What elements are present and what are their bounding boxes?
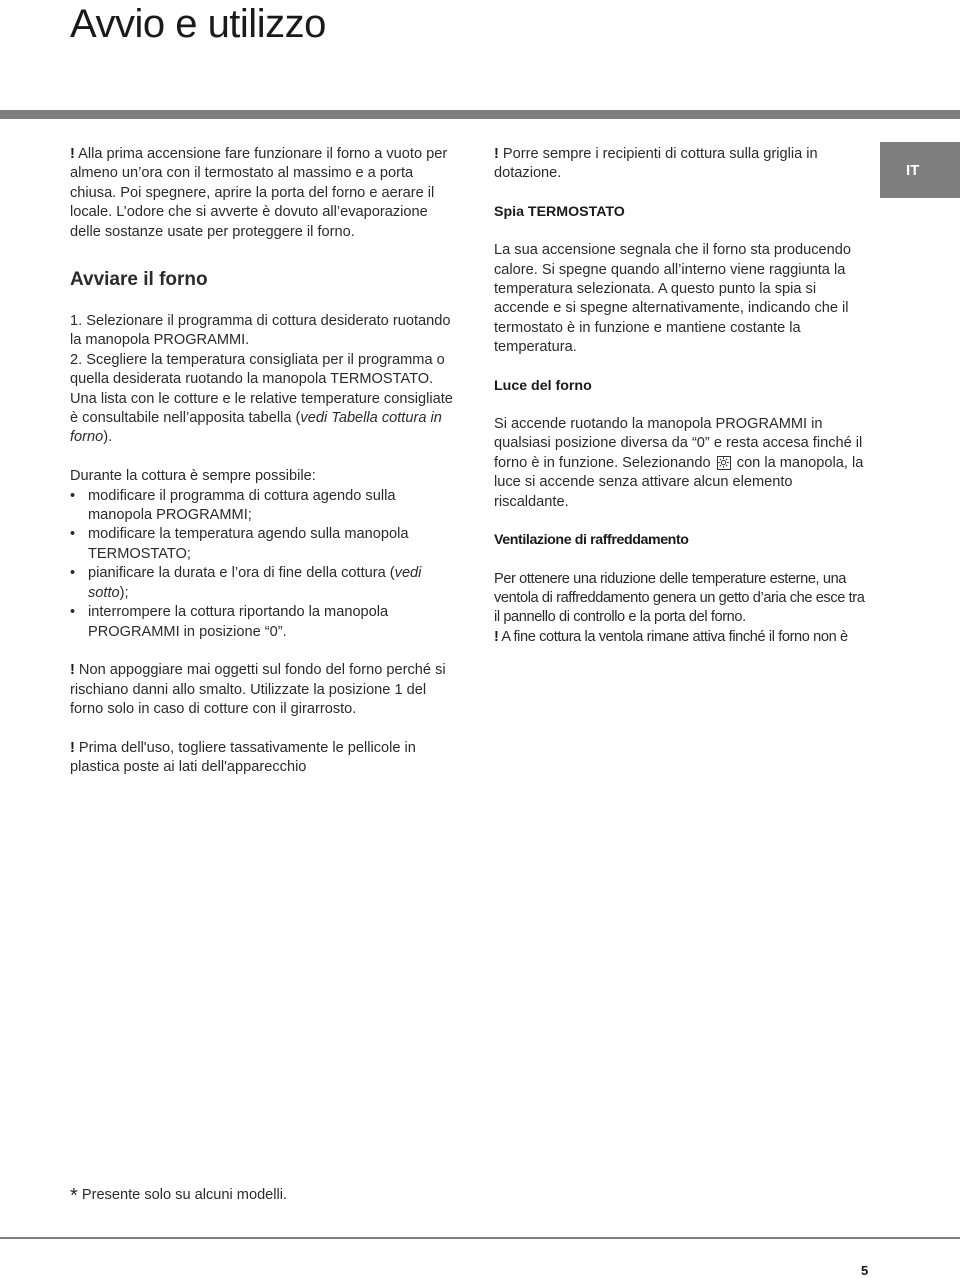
section-heading-start-oven: Avviare il forno [70, 269, 208, 291]
options-list [70, 487, 455, 642]
thermostat-description: La sua accensione segnala che il forno sta producendo calore. Si spegne quando all’interno viene raggiunta la temperatura selezionata. A questo punto la spia si accende e si spegne alternativamente, indicando che il termostato è in funzione e mantiene costante la temperatura. [494, 242, 851, 356]
page-title: Avvio e utilizzo [70, 2, 326, 46]
asterisk: * [70, 1185, 78, 1207]
see-below-reference: vedi sotto [88, 565, 422, 601]
section-heading-oven-light: Luce del forno [494, 377, 592, 394]
bullet-icon: • [70, 487, 76, 504]
cooling-fan-warning: ! A fine cottura la ventola rimane attiva finché il forno non è [494, 628, 848, 645]
step-2: 2. Scegliere la temperatura consigliata per il programma o quella desiderata ruotando la manopola TERMOSTATO. [70, 351, 445, 388]
language-tab: IT [880, 142, 960, 198]
page-number: 5 [861, 1263, 869, 1278]
left-column [70, 145, 455, 778]
header-rule [0, 110, 960, 119]
oven-light-description: Si accende ruotando la manopola PROGRAMMI in qualsiasi posizione diversa da “0” e resta accesa finché il forno è in funzione. Selezionando con la manopola, la luce si accende senza attivare alcun elemento riscaldante. [494, 416, 864, 510]
bullet-icon: • [70, 604, 76, 621]
warning-icon: ! [494, 146, 499, 162]
list-item: • pianificare la durata e l’ora di fine della cottura (vedi sotto); [70, 565, 422, 601]
list-item: • modificare il programma di cottura agendo sulla manopola PROGRAMMI; [70, 487, 396, 524]
list-item: • interrompere la cottura riportando la manopola PROGRAMMI in posizione “0”. [70, 604, 389, 640]
cooling-fan-description: Per ottenere una riduzione delle temperature esterne, una ventola di raffreddamento genera un getto d’aria che esce tra il pannello di controllo e la porta del forno. [494, 570, 865, 626]
bullet-icon: • [70, 526, 76, 543]
warning-icon: ! [70, 146, 75, 162]
step-1: 1. Selezionare il programma di cottura desiderato ruotando la manopola PROGRAMMI. [70, 313, 451, 349]
rack-warning: ! Porre sempre i recipienti di cottura sulla griglia in dotazione. [494, 146, 818, 182]
oven-lamp-icon [717, 456, 731, 470]
table-reference: vedi Tabella cottura in forno [70, 410, 442, 446]
first-use-note: ! Alla prima accensione fare funzionare il forno a vuoto per almeno un’ora con il termostato al massimo e a porta chiusa. Poi spegnere, aprire la porta del forno e aerare il locale. L’odore che si avverte è dovuto all’evaporazione delle sostanze usate per proteggere il forno. [70, 146, 448, 240]
footnote: * Presente solo su alcuni modelli. [70, 1185, 288, 1207]
list-item: • modificare la temperatura agendo sulla manopola TERMOSTATO; [70, 526, 409, 562]
plastic-film-warning: ! Prima dell'uso, togliere tassativamente le pellicole in plastica poste ai lati dell'apparecchio [70, 739, 416, 776]
section-heading-cooling-fan: Ventilazione di raffreddamento [494, 532, 689, 549]
warning-icon: ! [70, 662, 75, 679]
warning-icon: ! [70, 739, 75, 756]
during-cooking-intro: Durante la cottura è sempre possibile: [70, 468, 316, 485]
warning-icon: ! [494, 628, 499, 645]
bullet-icon: • [70, 565, 76, 582]
enamel-warning: ! Non appoggiare mai oggetti sul fondo del forno perché si rischiano danni allo smalto. Utilizzate la posizione 1 del forno solo in caso di cotture con il girarrosto. [70, 662, 446, 718]
section-heading-thermostat: Spia TERMOSTATO [494, 203, 625, 220]
footer-rule [0, 1237, 960, 1239]
right-column [494, 145, 866, 647]
cooking-table-note: Una lista con le cotture e le relative temperature consigliate è consultabile nell’apposita tabella (vedi Tabella cottura in forno). [70, 390, 453, 446]
